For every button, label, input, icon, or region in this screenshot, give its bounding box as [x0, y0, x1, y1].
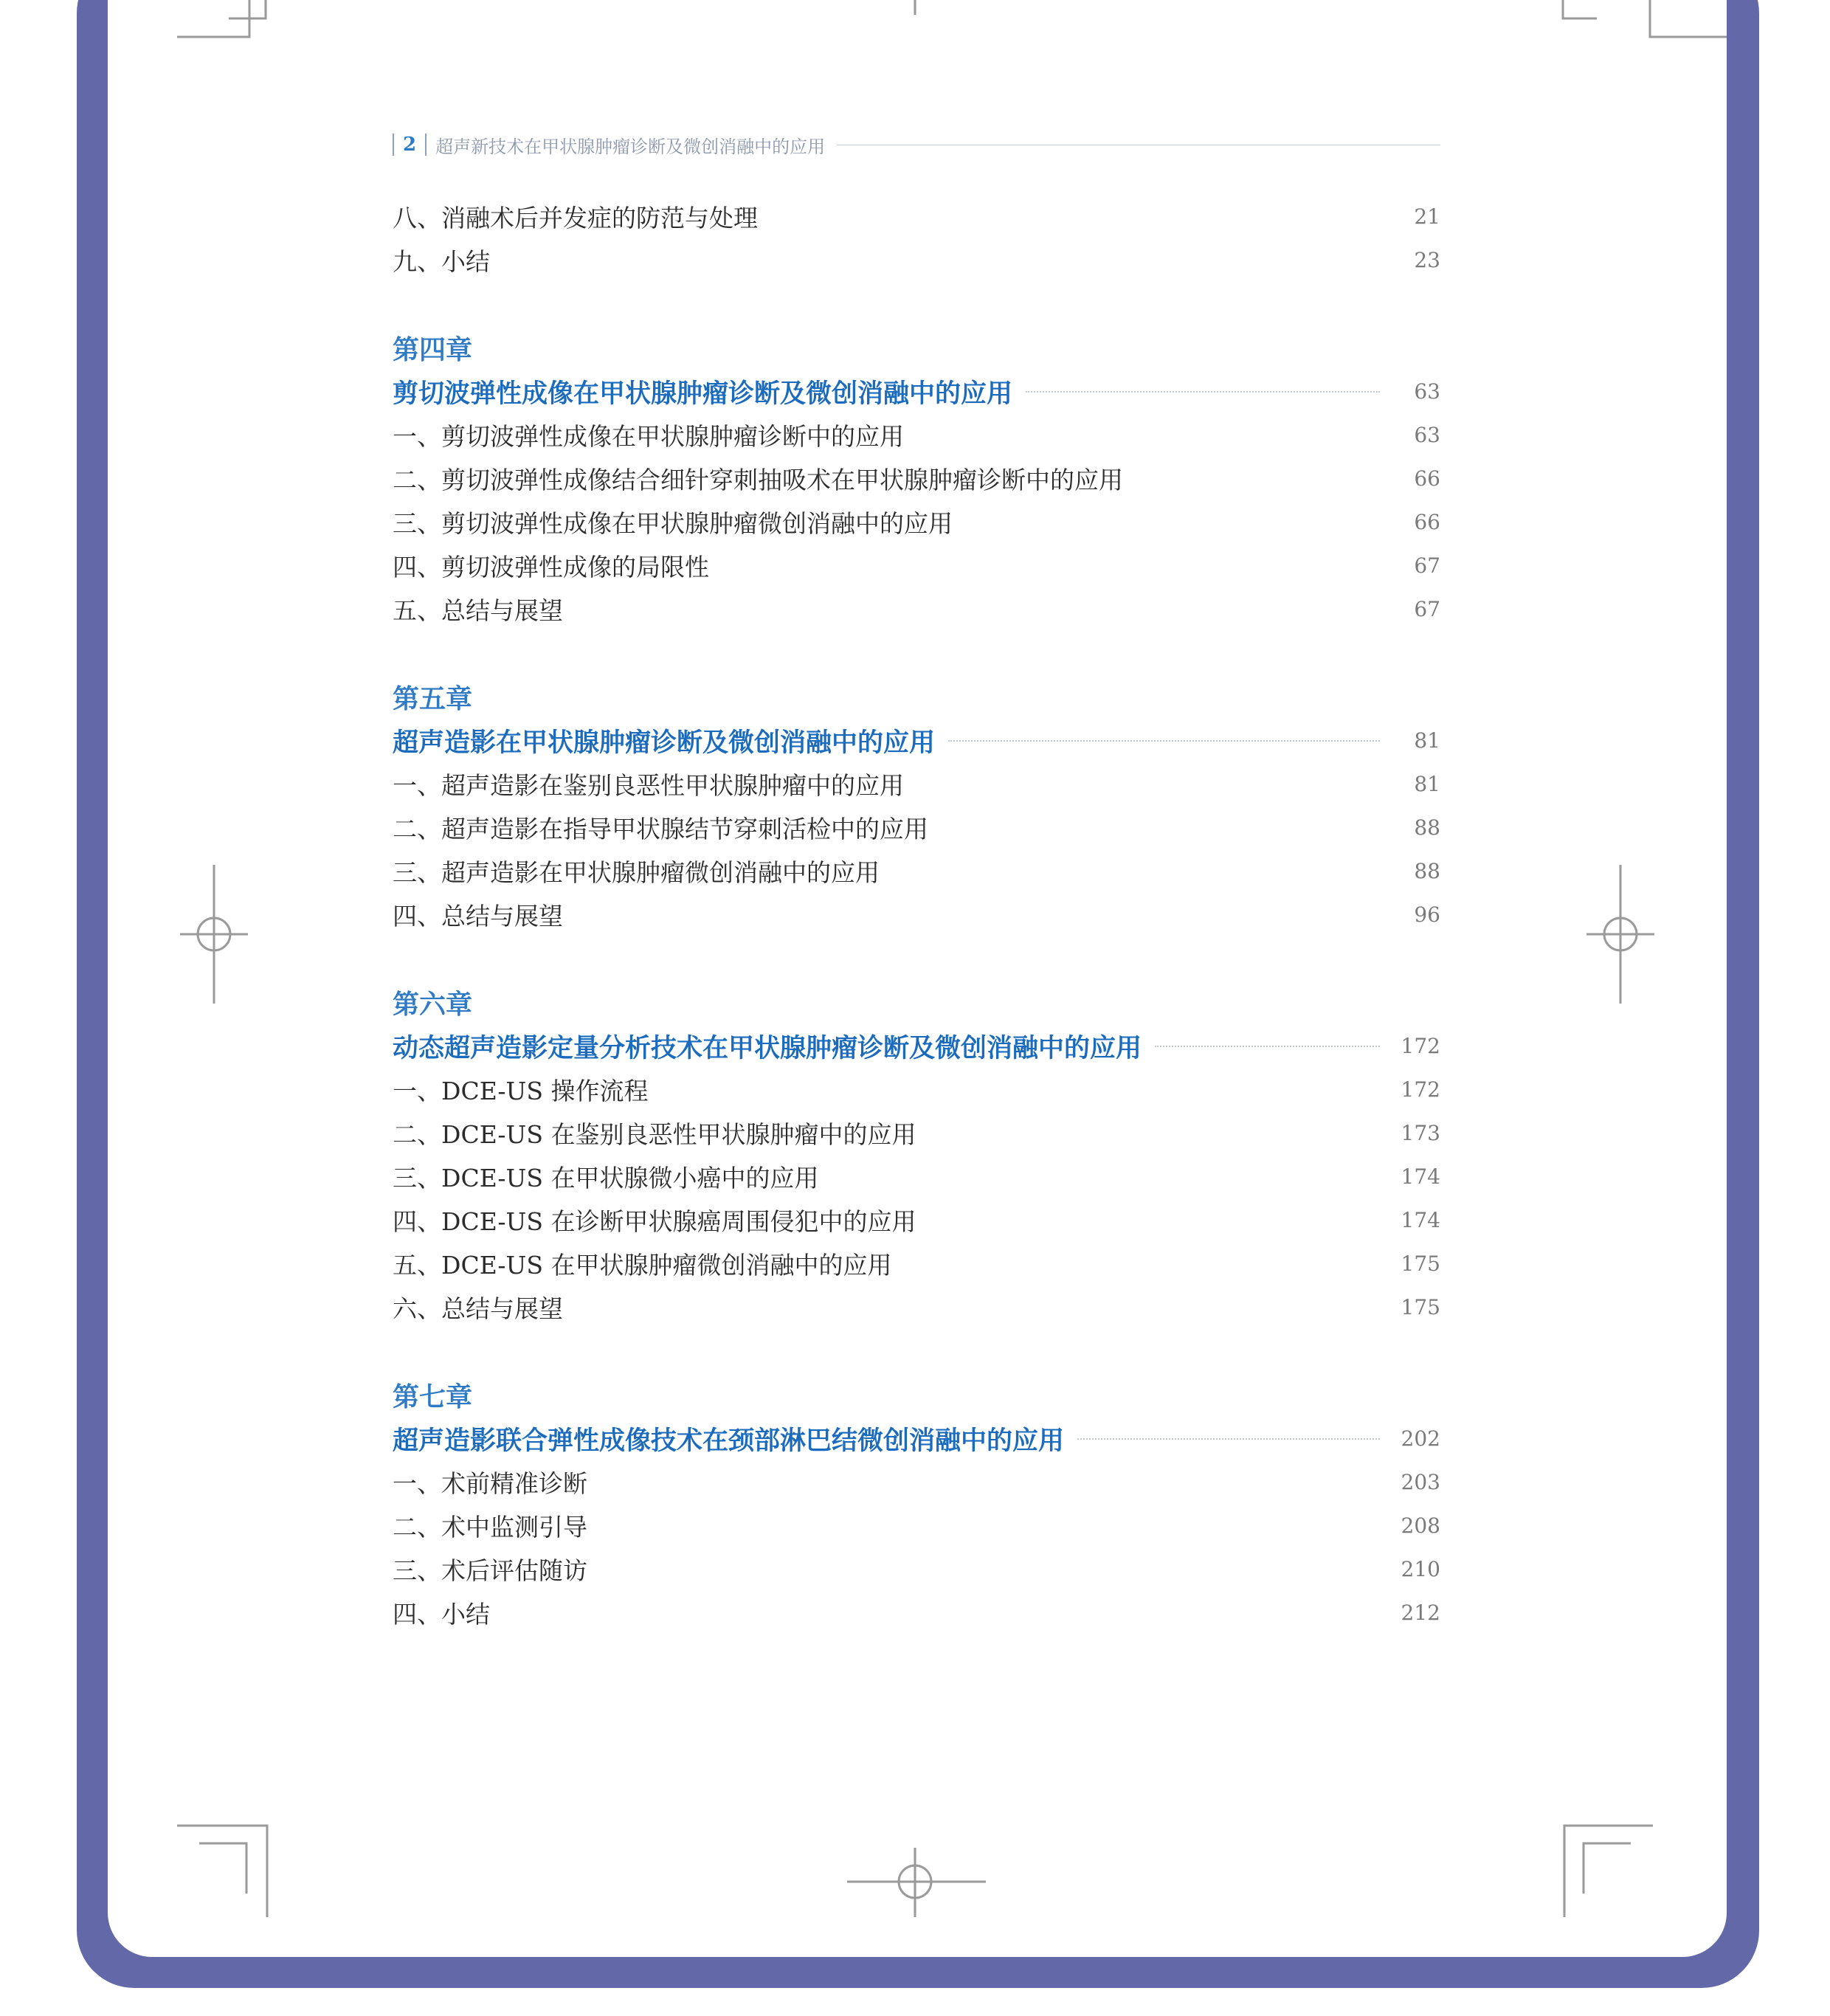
running-head-bar	[393, 134, 394, 156]
chapter-title-entry[interactable]	[393, 1024, 1440, 1068]
chapter-title-entry[interactable]	[393, 1417, 1440, 1460]
toc-entry-label: 一、超声造影在鉴别良恶性甲状腺肿瘤中的应用	[393, 771, 904, 800]
toc-entry-page: 172	[1401, 1077, 1440, 1102]
toc-entry-page: 203	[1401, 1470, 1440, 1494]
toc-entry[interactable]	[393, 1547, 1440, 1591]
toc-entry[interactable]	[393, 1111, 1440, 1155]
toc-entry-label: 五、总结与展望	[393, 596, 563, 625]
dot-leader	[948, 740, 1380, 742]
toc-entry[interactable]	[393, 457, 1440, 500]
chapter-section	[393, 675, 1440, 936]
toc-entry-label: 二、DCE-US 在鉴别良恶性甲状腺肿瘤中的应用	[393, 1120, 916, 1149]
chapter-title: 超声造影联合弹性成像技术在颈部淋巴结微创消融中的应用	[393, 1425, 1065, 1456]
chapter-title-entry[interactable]	[393, 370, 1440, 413]
toc-entry-page: 88	[1414, 815, 1440, 840]
chapter-title-entry[interactable]	[393, 719, 1440, 762]
toc-entry-label: 三、DCE-US 在甲状腺微小癌中的应用	[393, 1164, 819, 1192]
toc-entry-label: 四、小结	[393, 1600, 490, 1629]
chapter-page: 63	[1414, 379, 1440, 404]
toc-entry-page: 212	[1401, 1601, 1440, 1625]
chapter-title: 剪切波弹性成像在甲状腺肿瘤诊断及微创消融中的应用	[393, 378, 1013, 409]
running-head	[393, 130, 1440, 159]
toc-entry[interactable]	[393, 1198, 1440, 1242]
toc-entry-label: 六、总结与展望	[393, 1294, 563, 1323]
dot-leader	[1026, 391, 1380, 393]
toc-entry-label: 三、术后评估随访	[393, 1556, 587, 1585]
toc-entry-page: 67	[1414, 553, 1440, 578]
toc-entry-label: 一、术前精准诊断	[393, 1469, 587, 1498]
toc-entry-page: 174	[1401, 1208, 1440, 1232]
toc-entry[interactable]	[393, 500, 1440, 544]
intro-section	[393, 195, 1440, 282]
chapter-number: 第五章	[393, 683, 473, 714]
toc-entry[interactable]	[393, 413, 1440, 457]
toc-entry-label: 三、剪切波弹性成像在甲状腺肿瘤微创消融中的应用	[393, 509, 953, 538]
toc-entry-page: 96	[1414, 902, 1440, 927]
toc-entry-label: 一、DCE-US 操作流程	[393, 1077, 649, 1105]
toc-entry-page: 175	[1401, 1295, 1440, 1319]
toc-entry-label: 四、总结与展望	[393, 902, 563, 931]
toc-entry[interactable]	[393, 1155, 1440, 1198]
toc-entry[interactable]	[393, 238, 1440, 282]
toc-entry-page: 23	[1414, 248, 1440, 272]
toc-entry-page: 66	[1414, 510, 1440, 534]
toc-entry-label: 四、剪切波弹性成像的局限性	[393, 553, 709, 581]
chapter-section	[393, 1373, 1440, 1634]
toc-entry-page: 174	[1401, 1164, 1440, 1189]
dot-leader	[1155, 1046, 1380, 1047]
toc-entry-page: 173	[1401, 1121, 1440, 1145]
toc-entry-page: 210	[1401, 1557, 1440, 1581]
toc-entry-label: 五、DCE-US 在甲状腺肿瘤微创消融中的应用	[393, 1251, 892, 1280]
toc-entry-label: 一、剪切波弹性成像在甲状腺肿瘤诊断中的应用	[393, 422, 904, 451]
toc-entry[interactable]	[393, 1504, 1440, 1547]
toc-entry[interactable]	[393, 806, 1440, 849]
toc-entry-page: 66	[1414, 466, 1440, 491]
chapter-section	[393, 981, 1440, 1329]
toc-entry-label: 八、消融术后并发症的防范与处理	[393, 204, 758, 232]
toc-entry[interactable]	[393, 544, 1440, 587]
toc-entry-page: 63	[1414, 423, 1440, 447]
toc-entry-label: 二、超声造影在指导甲状腺结节穿刺活检中的应用	[393, 815, 928, 843]
chapter-number: 第四章	[393, 334, 473, 365]
chapter-page: 172	[1401, 1034, 1440, 1058]
toc-entry[interactable]	[393, 762, 1440, 806]
toc-entry-label: 九、小结	[393, 247, 490, 276]
chapter-page: 81	[1414, 728, 1440, 753]
toc-entry[interactable]	[393, 1242, 1440, 1285]
toc-entry-page: 67	[1414, 597, 1440, 621]
running-head-bar	[425, 134, 427, 156]
toc-entry[interactable]	[393, 1068, 1440, 1111]
toc-entry-label: 二、剪切波弹性成像结合细针穿刺抽吸术在甲状腺肿瘤诊断中的应用	[393, 466, 1123, 494]
toc-entry-label: 四、DCE-US 在诊断甲状腺癌周围侵犯中的应用	[393, 1207, 916, 1236]
toc-entry[interactable]	[393, 1460, 1440, 1504]
toc-entry-page: 88	[1414, 859, 1440, 883]
chapter-section	[393, 326, 1440, 631]
toc-entry-page: 208	[1401, 1513, 1440, 1538]
table-of-contents	[393, 195, 1440, 1634]
toc-entry-page: 81	[1414, 772, 1440, 796]
running-head-title: 超声新技术在甲状腺肿瘤诊断及微创消融中的应用	[435, 136, 826, 157]
toc-entry-label: 二、术中监测引导	[393, 1513, 587, 1542]
chapter-title: 动态超声造影定量分析技术在甲状腺肿瘤诊断及微创消融中的应用	[393, 1032, 1142, 1063]
chapter-page: 202	[1401, 1426, 1440, 1451]
toc-entry-page: 175	[1401, 1252, 1440, 1276]
dot-leader	[1077, 1438, 1380, 1440]
chapter-number: 第七章	[393, 1381, 473, 1412]
toc-entry[interactable]	[393, 849, 1440, 893]
chapter-number: 第六章	[393, 989, 473, 1020]
running-head-page-number: 2	[403, 134, 417, 156]
toc-entry[interactable]	[393, 1285, 1440, 1329]
toc-entry[interactable]	[393, 195, 1440, 238]
toc-entry[interactable]	[393, 893, 1440, 936]
toc-entry-page: 21	[1414, 204, 1440, 229]
toc-entry[interactable]	[393, 587, 1440, 631]
chapter-title: 超声造影在甲状腺肿瘤诊断及微创消融中的应用	[393, 727, 936, 758]
toc-entry[interactable]	[393, 1591, 1440, 1634]
toc-entry-label: 三、超声造影在甲状腺肿瘤微创消融中的应用	[393, 858, 880, 887]
